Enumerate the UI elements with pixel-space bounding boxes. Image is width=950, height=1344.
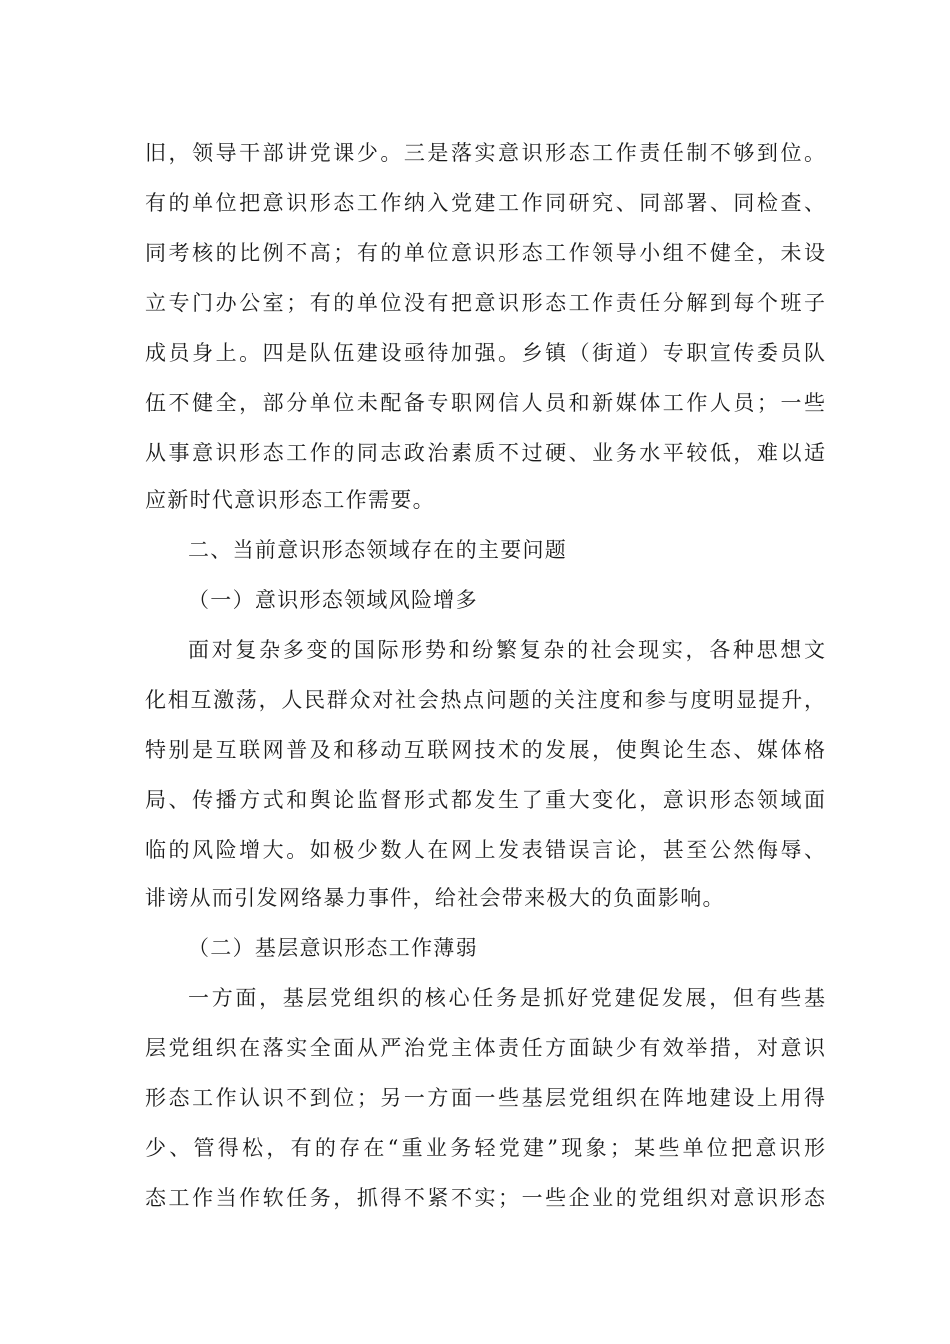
body-text-line: 特别是互联网普及和移动互联网技术的发展，使舆论生态、媒体格 — [145, 738, 825, 762]
body-text-line: 局、传播方式和舆论监督形式都发生了重大变化，意识形态领域面 — [145, 788, 825, 812]
body-text-line: 成员身上。四是队伍建设亟待加强。乡镇（街道）专职宣传委员队 — [145, 341, 825, 365]
body-text-line: 层党组织在落实全面从严治党主体责任方面缺少有效举措，对意识 — [145, 1036, 825, 1060]
body-text-line: 伍不健全，部分单位未配备专职网信人员和新媒体工作人员；一些 — [145, 391, 825, 415]
section-heading: 二、当前意识形态领域存在的主要问题 — [188, 538, 568, 562]
body-text-line: 旧，领导干部讲党课少。三是落实意识形态工作责任制不够到位。 — [145, 141, 825, 165]
body-text-line: 化相互激荡，人民群众对社会热点问题的关注度和参与度明显提升， — [145, 688, 825, 712]
body-text-line: 应新时代意识形态工作需要。 — [145, 488, 435, 512]
subsection-heading: （一）意识形态领域风险增多 — [188, 588, 478, 612]
body-text-line: 临的风险增大。如极少数人在网上发表错误言论，甚至公然侮辱、 — [145, 838, 825, 862]
body-text-line: 形态工作认识不到位；另一方面一些基层党组织在阵地建设上用得 — [145, 1086, 825, 1110]
body-text-line: 态工作当作软任务，抓得不紧不实；一些企业的党组织对意识形态 — [145, 1186, 825, 1210]
body-text-line: 立专门办公室；有的单位没有把意识形态工作责任分解到每个班子 — [145, 291, 825, 315]
subsection-heading: （二）基层意识形态工作薄弱 — [188, 936, 478, 960]
body-text-line: 诽谤从而引发网络暴力事件，给社会带来极大的负面影响。 — [145, 886, 725, 910]
body-text-line: 同考核的比例不高；有的单位意识形态工作领导小组不健全，未设 — [145, 241, 825, 265]
body-text-line: 一方面，基层党组织的核心任务是抓好党建促发展，但有些基 — [188, 986, 825, 1010]
body-text-line: 面对复杂多变的国际形势和纷繁复杂的社会现实，各种思想文 — [188, 638, 825, 662]
body-text-line: 有的单位把意识形态工作纳入党建工作同研究、同部署、同检查、 — [145, 191, 825, 215]
body-text-line: 少、管得松，有的存在“重业务轻党建”现象；某些单位把意识形 — [145, 1136, 825, 1160]
body-text-line: 从事意识形态工作的同志政治素质不过硬、业务水平较低，难以适 — [145, 441, 825, 465]
